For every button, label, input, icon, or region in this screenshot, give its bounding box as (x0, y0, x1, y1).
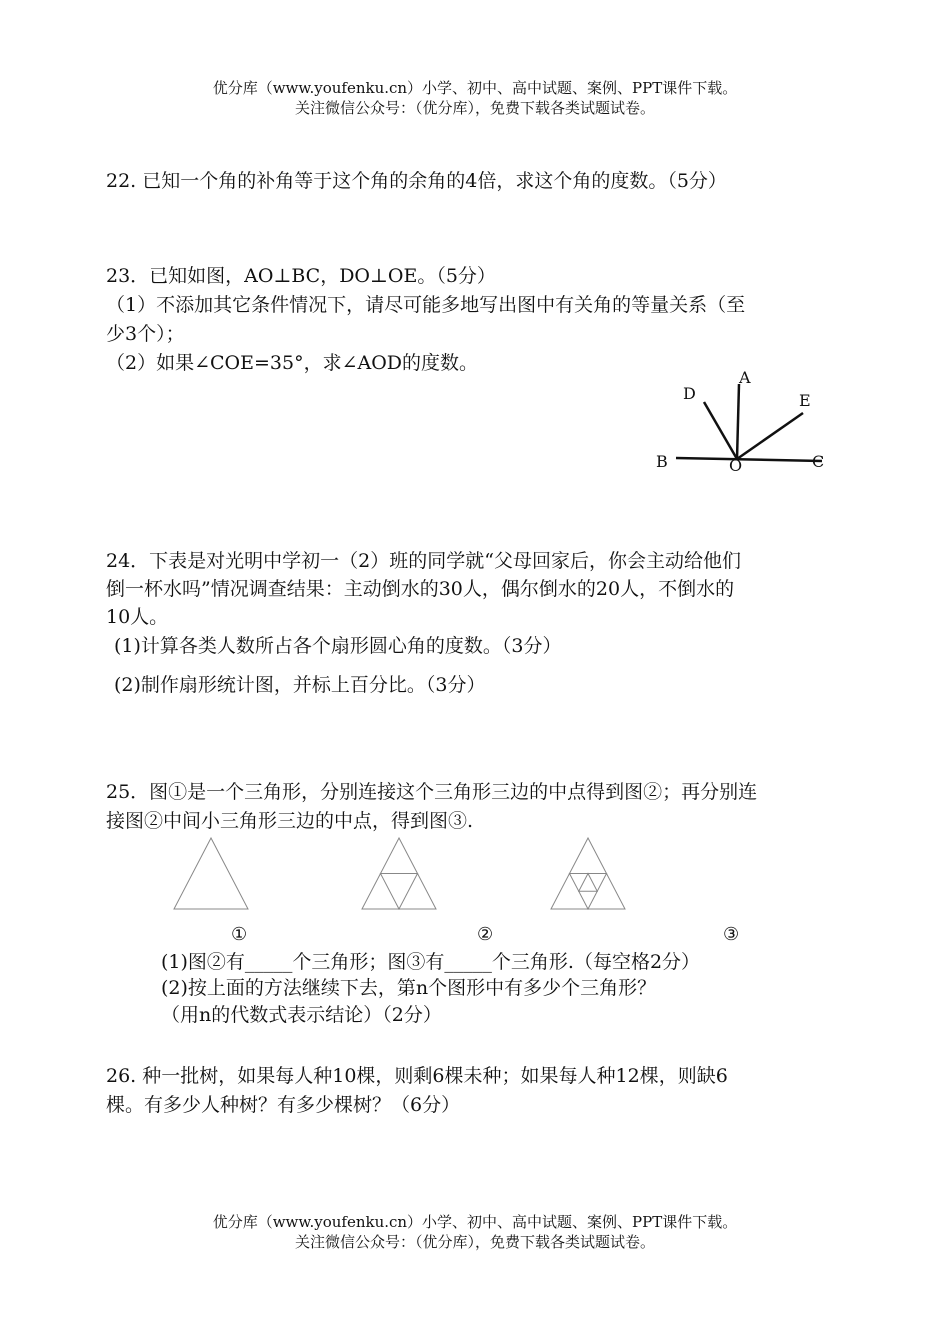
figure-label-3: ③ (723, 924, 740, 945)
question-22: 22. 已知一个角的补角等于这个角的余角的4倍，求这个角的度数。（5分） (106, 170, 727, 192)
question-23-part1-line1: （1）不添加其它条件情况下，请尽可能多地写出图中有关角的等量关系（至 (106, 294, 746, 316)
header-line-2: 关注微信公众号：（优分库），免费下载各类试题试卷。 (294, 99, 655, 117)
triangle-figure-1 (174, 838, 248, 909)
figure-label-1: ① (231, 924, 248, 945)
label-d: D (683, 384, 696, 403)
question-23-title: 23．已知如图，AO⊥BC，DO⊥OE。（5分） (106, 265, 496, 287)
triangle-figure-2 (362, 838, 436, 909)
question-23-part2: （2）如果∠COE=35°，求∠AOD的度数。 (106, 352, 479, 374)
label-a: A (739, 368, 751, 387)
label-c: C (812, 452, 825, 471)
label-o: O (729, 456, 743, 475)
question-25-part1: (1)图②有_____个三角形；图③有_____个三角形.（每空格2分） (161, 951, 701, 973)
footer-line-1: 优分库（www.youfenku.cn）小学、初中、高中试题、案例、PPT课件下载。 (212, 1213, 738, 1231)
question-26-line1: 26. 种一批树，如果每人种10棵，则剩6棵未种；如果每人种12棵，则缺6 (106, 1065, 728, 1087)
question-25-line2: 接图②中间小三角形三边的中点，得到图③. (106, 810, 474, 832)
question-25-part3: （用n的代数式表示结论）（2分） (161, 1004, 442, 1026)
question-24-line1: 24．下表是对光明中学初一（2）班的同学就“父母回家后，你会主动给他们 (106, 550, 741, 572)
footer-line-2: 关注微信公众号：（优分库），免费下载各类试题试卷。 (294, 1233, 655, 1251)
label-e: E (799, 391, 811, 410)
header-line-1: 优分库（www.youfenku.cn）小学、初中、高中试题、案例、PPT课件下载。 (212, 79, 738, 97)
question-25-line1: 25．图①是一个三角形，分别连接这个三角形三边的中点得到图②；再分别连 (106, 781, 758, 803)
figure-label-2: ② (477, 924, 494, 945)
question-23-part1-line2: 少3个）； (106, 323, 185, 345)
question-24-part1: (1)计算各类人数所占各个扇形圆心角的度数。（3分） (114, 635, 562, 657)
question-26-line2: 棵。有多少人种树？有多少棵树？（6分） (106, 1094, 461, 1116)
triangle-figure-3 (551, 838, 625, 909)
question-25-part2: (2)按上面的方法继续下去，第n个图形中有多少个三角形？ (161, 977, 657, 999)
question-24-line2: 倒一杯水吗”情况调查结果：主动倒水的30人，偶尔倒水的20人，不倒水的 (106, 578, 735, 600)
label-b: B (656, 452, 668, 471)
question-24-line3: 10人。 (106, 606, 169, 628)
question-24-part2: (2)制作扇形统计图，并标上百分比。（3分） (114, 674, 486, 696)
